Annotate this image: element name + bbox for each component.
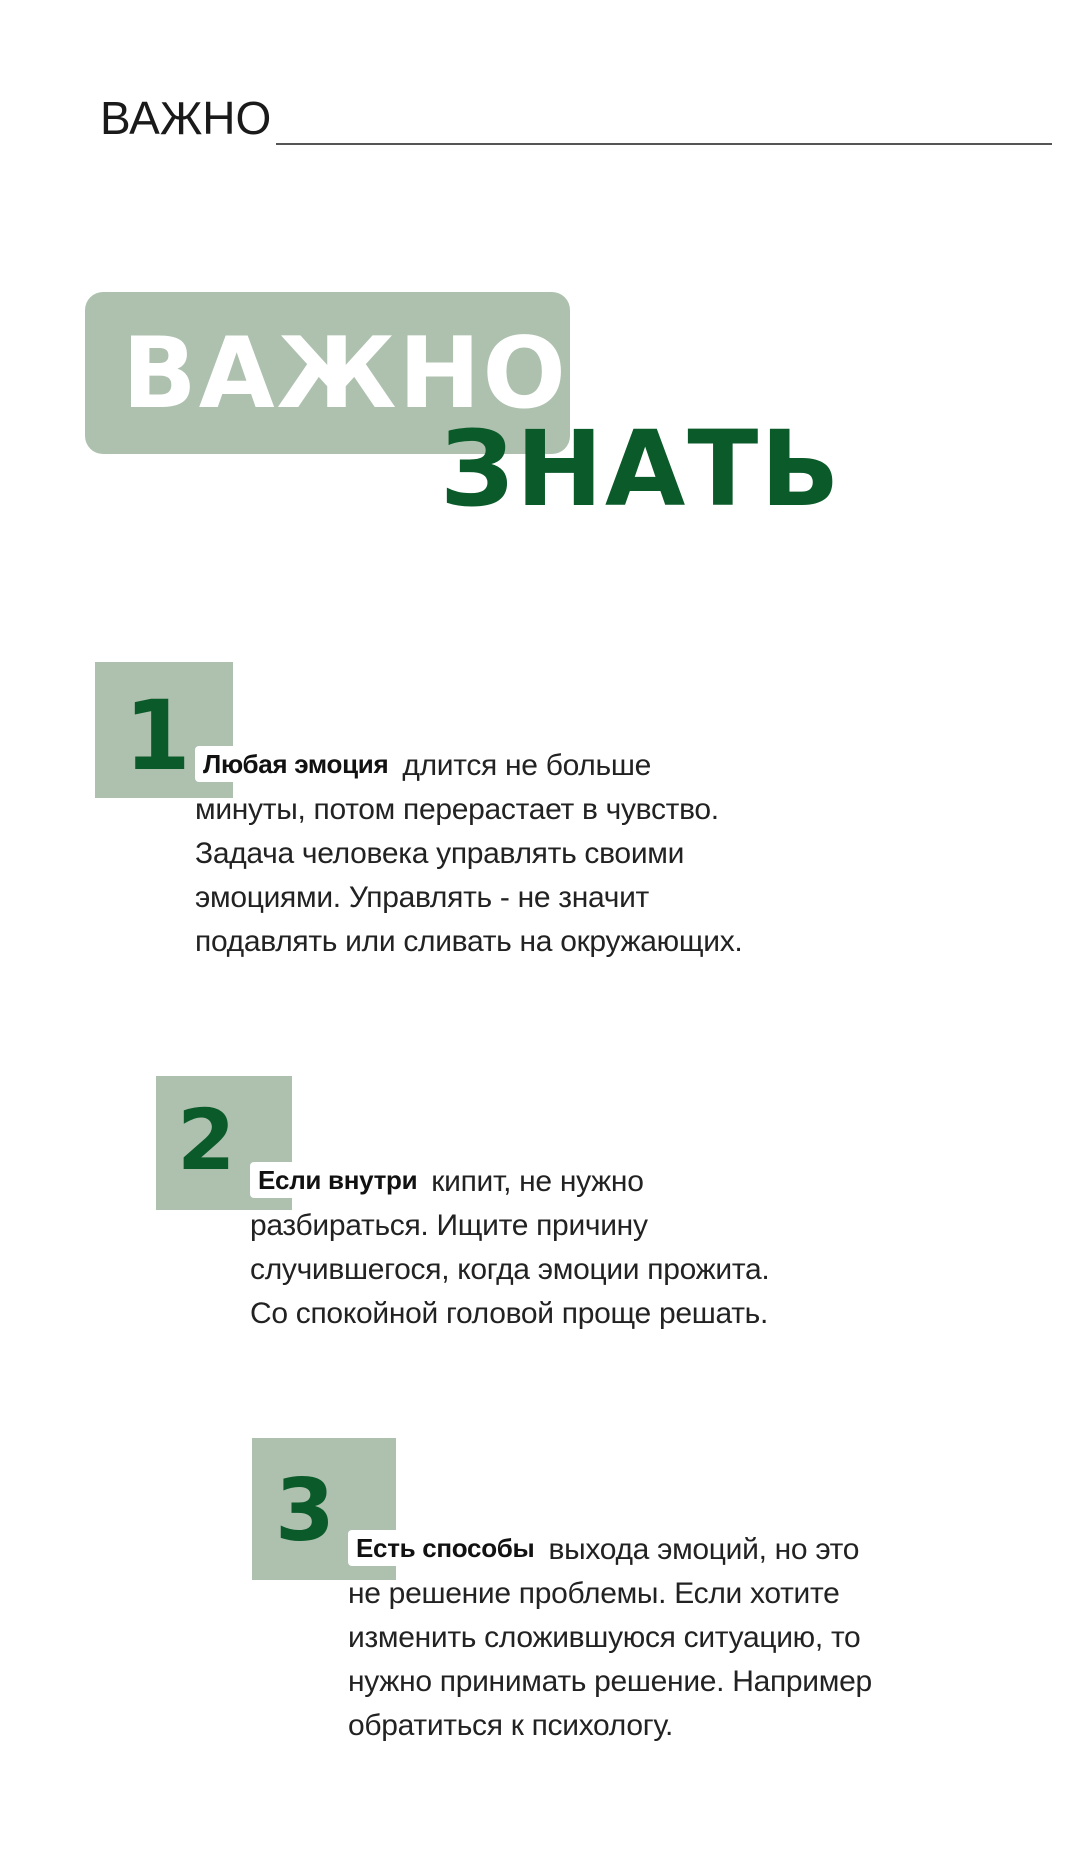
- item-2-lead: Если внутри: [250, 1162, 427, 1198]
- item-3-text: [348, 1528, 888, 1748]
- item-3-number: 3: [275, 1461, 335, 1561]
- title-word-1: ВАЖНО: [122, 317, 568, 431]
- item-1-lead: Любая эмоция: [195, 746, 398, 782]
- item-1-body: длится не больше минуты, потом перерастает в чувство. Задача человека управлять своими эмоциями. Управлять - не значит подавлять или сливать на окружающих.: [195, 749, 743, 958]
- title-word-2: ЗНАТЬ: [440, 408, 842, 530]
- item-2-body: кипит, не нужно разбираться. Ищите причину случившегося, когда эмоции прожита. Со спокойной головой проще решать.: [250, 1165, 770, 1330]
- item-1-number: 1: [124, 680, 191, 792]
- item-2-number: 2: [177, 1091, 236, 1189]
- item-1-text: [195, 744, 755, 964]
- item-3-body: выхода эмоций, но это не решение проблемы. Если хотите изменить сложившуюся ситуацию, то нужно принимать решение. Например обратиться к психологу.: [348, 1533, 872, 1742]
- item-3-lead: Есть способы: [348, 1530, 544, 1566]
- header-divider: [276, 143, 1052, 145]
- item-2-text: [250, 1160, 790, 1336]
- header: [100, 90, 1050, 150]
- header-label: ВАЖНО: [100, 92, 272, 144]
